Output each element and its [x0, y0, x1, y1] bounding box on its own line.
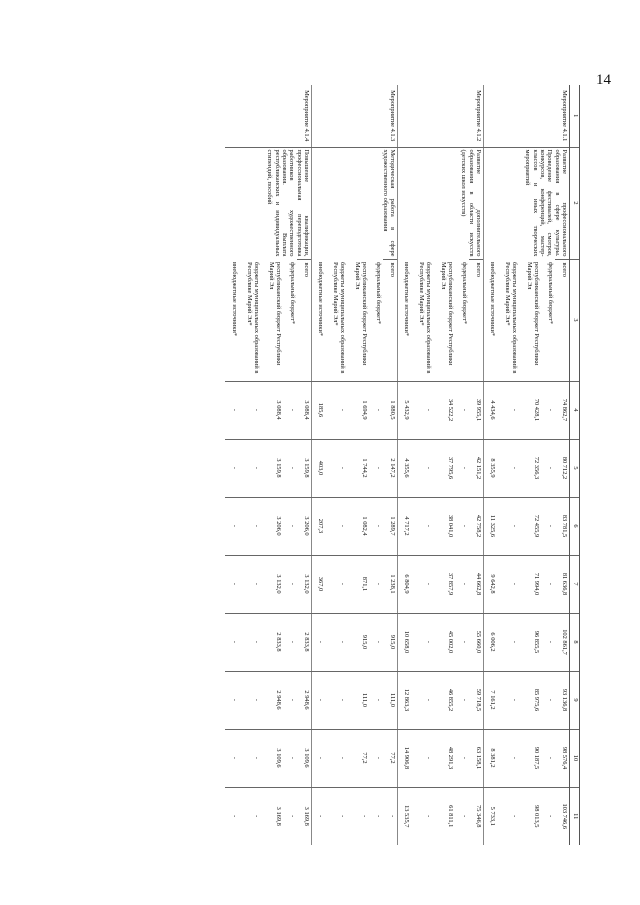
amount-cell: - — [326, 439, 348, 497]
amount-cell: 2 833,8 — [298, 613, 312, 671]
amount-cell: - — [326, 381, 348, 439]
amount-cell: 93 136,8 — [556, 671, 570, 729]
amount-cell: 2 948,6 — [298, 671, 312, 729]
amount-cell: 5 432,9 — [398, 381, 412, 439]
funding-source: внебюджетные источники* — [317, 262, 325, 337]
funding-source: бюджеты муниципальных образований в Республике Марий Эл* — [332, 262, 347, 374]
column-header: 2 — [570, 147, 580, 259]
amount-cell: 63 158,1 — [470, 729, 484, 787]
funding-source: всего — [298, 259, 312, 381]
amount-cell: 37 795,6 — [434, 439, 456, 497]
amount-cell: - — [498, 497, 520, 555]
amount-cell: 1 238,1 — [384, 555, 398, 613]
amount-cell: 70 428,1 — [520, 381, 542, 439]
amount-cell: 102 861,7 — [556, 613, 570, 671]
amount-cell: 42 151,2 — [470, 439, 484, 497]
amount-cell: 6 006,2 — [484, 613, 498, 671]
amount-cell: - — [226, 787, 240, 845]
amount-cell: 8 355,9 — [484, 439, 498, 497]
amount-cell: 1 744,2 — [348, 439, 370, 497]
table-row — [556, 85, 570, 845]
amount-cell: 38 041,0 — [434, 497, 456, 555]
amount-cell: 103 746,6 — [556, 787, 570, 845]
amount-cell: 3 132,0 — [262, 555, 284, 613]
amount-cell: 10 658,0 — [398, 613, 412, 671]
amount-cell: - — [326, 671, 348, 729]
funding-source: внебюджетные источники* — [231, 262, 239, 337]
amount-cell: - — [226, 671, 240, 729]
amount-cell: 4 355,6 — [398, 439, 412, 497]
amount-cell: - — [240, 439, 262, 497]
funding-source: бюджеты муниципальных образований в Республике Марий Эл* — [418, 262, 433, 374]
amount-cell: - — [412, 439, 434, 497]
amount-cell: 39 955,1 — [470, 381, 484, 439]
funding-source: федеральный бюджет* — [461, 262, 469, 325]
amount-cell: 77,2 — [384, 729, 398, 787]
amount-cell: 3 159,8 — [262, 439, 284, 497]
amount-cell: 4 434,6 — [484, 381, 498, 439]
column-header: 10 — [570, 729, 580, 787]
amount-cell: - — [240, 671, 262, 729]
amount-cell: 871,1 — [348, 555, 370, 613]
measure-name: Развитие профессионального образования в сфере культуры. Проведение фестивалей, смотров, конкурсов, конференций, мастер-классов и иных творческих мероприятий — [484, 147, 570, 259]
column-header: 3 — [570, 259, 580, 381]
amount-cell: 1 289,7 — [384, 497, 398, 555]
amount-cell: - — [284, 787, 298, 845]
amount-cell: 3 206,0 — [262, 497, 284, 555]
column-header: 5 — [570, 439, 580, 497]
amount-cell: 37 857,9 — [434, 555, 456, 613]
amount-cell: - — [240, 729, 262, 787]
table-header — [570, 85, 580, 845]
amount-cell: 1 880,5 — [384, 381, 398, 439]
amount-cell: 75 346,8 — [470, 787, 484, 845]
amount-cell: 3 159,8 — [298, 439, 312, 497]
amount-cell: - — [370, 671, 384, 729]
page-number: 14 — [596, 72, 611, 88]
amount-cell: - — [456, 729, 470, 787]
amount-cell: - — [412, 729, 434, 787]
amount-cell: 3 088,4 — [262, 381, 284, 439]
funding-source: федеральный бюджет* — [547, 262, 555, 325]
funding-source: внебюджетные источники* — [403, 262, 411, 337]
funding-source: всего — [556, 259, 570, 381]
amount-cell: 207,3 — [312, 497, 326, 555]
amount-cell: 6 804,9 — [398, 555, 412, 613]
column-header: 11 — [570, 787, 580, 845]
funding-source: всего — [470, 259, 484, 381]
amount-cell: 915,0 — [348, 613, 370, 671]
amount-cell: 3 088,4 — [298, 381, 312, 439]
amount-cell: 3 132,0 — [298, 555, 312, 613]
rotated-table-sheet — [114, 85, 580, 845]
amount-cell: 403,0 — [312, 439, 326, 497]
funding-source: республиканский бюджет Республики Марий Эл — [526, 262, 541, 366]
amount-cell: - — [226, 439, 240, 497]
funding-source: бюджеты муниципальных образований в Республике Марий Эл* — [504, 262, 519, 374]
amount-cell: - — [456, 439, 470, 497]
amount-cell: 1 082,4 — [348, 497, 370, 555]
amount-cell: 2 833,8 — [262, 613, 284, 671]
amount-cell: - — [542, 555, 556, 613]
amount-cell: 3 169,8 — [298, 787, 312, 845]
amount-cell: - — [384, 787, 398, 845]
amount-cell: 1 694,9 — [348, 381, 370, 439]
amount-cell: - — [498, 613, 520, 671]
amount-cell: - — [456, 555, 470, 613]
amount-cell: - — [456, 671, 470, 729]
amount-cell: 71 994,0 — [520, 555, 542, 613]
table-row — [470, 85, 484, 845]
amount-cell: 9 642,8 — [484, 555, 498, 613]
amount-cell: - — [284, 439, 298, 497]
amount-cell: - — [240, 787, 262, 845]
amount-cell: - — [498, 787, 520, 845]
column-header: 6 — [570, 497, 580, 555]
amount-cell: 77,2 — [348, 729, 370, 787]
funding-source: республиканский бюджет Республики Марий Эл — [440, 262, 455, 366]
table-body — [226, 85, 570, 845]
column-header: 9 — [570, 671, 580, 729]
amount-cell: 12 863,3 — [398, 671, 412, 729]
amount-cell: 55 660,0 — [470, 613, 484, 671]
amount-cell: - — [240, 613, 262, 671]
amount-cell: 8 381,2 — [484, 729, 498, 787]
funding-source: внебюджетные источники* — [489, 262, 497, 337]
amount-cell: 5 733,1 — [484, 787, 498, 845]
amount-cell: 85 975,6 — [520, 671, 542, 729]
amount-cell: 72 356,3 — [520, 439, 542, 497]
amount-cell: - — [370, 497, 384, 555]
amount-cell: 3 169,8 — [262, 787, 284, 845]
amount-cell: - — [370, 555, 384, 613]
amount-cell: - — [498, 671, 520, 729]
amount-cell: - — [412, 555, 434, 613]
amount-cell: - — [370, 439, 384, 497]
column-header: 1 — [570, 85, 580, 147]
amount-cell: 111,0 — [348, 671, 370, 729]
amount-cell: 13 535,7 — [398, 787, 412, 845]
amount-cell: - — [456, 381, 470, 439]
table-row — [384, 85, 398, 845]
amount-cell: 915,0 — [384, 613, 398, 671]
funding-table — [226, 85, 581, 845]
funding-source: республиканский бюджет Республики Марий Эл — [354, 262, 369, 366]
amount-cell: 3 206,0 — [298, 497, 312, 555]
amount-cell: 45 002,0 — [434, 613, 456, 671]
amount-cell: 98 576,4 — [556, 729, 570, 787]
amount-cell: - — [542, 439, 556, 497]
amount-cell: 59 718,5 — [470, 671, 484, 729]
amount-cell: - — [456, 613, 470, 671]
amount-cell: - — [456, 497, 470, 555]
amount-cell: - — [312, 671, 326, 729]
amount-cell: - — [412, 671, 434, 729]
amount-cell: - — [312, 787, 326, 845]
measure-code: Мероприятие 4.1.4 — [226, 85, 312, 147]
amount-cell: 111,0 — [384, 671, 398, 729]
column-header: 4 — [570, 381, 580, 439]
amount-cell: - — [284, 555, 298, 613]
amount-cell: - — [498, 439, 520, 497]
amount-cell: - — [240, 497, 262, 555]
amount-cell: - — [412, 787, 434, 845]
amount-cell: - — [312, 729, 326, 787]
amount-cell: - — [370, 613, 384, 671]
amount-cell: - — [312, 613, 326, 671]
amount-cell: - — [542, 381, 556, 439]
amount-cell: 44 662,8 — [470, 555, 484, 613]
amount-cell: - — [412, 613, 434, 671]
amount-cell: - — [226, 613, 240, 671]
amount-cell: - — [326, 729, 348, 787]
amount-cell: 46 855,2 — [434, 671, 456, 729]
amount-cell: - — [284, 613, 298, 671]
measure-code: Мероприятие 4.1.1 — [484, 85, 570, 147]
amount-cell: - — [226, 729, 240, 787]
amount-cell: 61 811,1 — [434, 787, 456, 845]
amount-cell: 74 862,7 — [556, 381, 570, 439]
amount-cell: 11 325,6 — [484, 497, 498, 555]
amount-cell: 185,6 — [312, 381, 326, 439]
column-header: 8 — [570, 613, 580, 671]
measure-code: Мероприятие 4.1.3 — [312, 85, 398, 147]
amount-cell: - — [456, 787, 470, 845]
amount-cell: 90 187,5 — [520, 729, 542, 787]
amount-cell: 3 109,6 — [298, 729, 312, 787]
amount-cell: - — [326, 787, 348, 845]
funding-source: бюджеты муниципальных образований в Республике Марий Эл* — [246, 262, 261, 374]
funding-source: федеральный бюджет* — [375, 262, 383, 325]
amount-cell: - — [498, 555, 520, 613]
amount-cell: - — [498, 381, 520, 439]
amount-cell: - — [284, 497, 298, 555]
funding-source: республиканский бюджет Республики Марий Эл — [268, 262, 283, 366]
amount-cell: 83 781,5 — [556, 497, 570, 555]
amount-cell: - — [542, 497, 556, 555]
amount-cell: 98 013,5 — [520, 787, 542, 845]
amount-cell: - — [226, 381, 240, 439]
amount-cell: - — [412, 497, 434, 555]
amount-cell: - — [542, 671, 556, 729]
amount-cell: - — [284, 671, 298, 729]
funding-source: федеральный бюджет* — [289, 262, 297, 325]
amount-cell: 367,0 — [312, 555, 326, 613]
amount-cell: - — [284, 729, 298, 787]
measure-name: Развитие дополнительного образования в области искусств (детских школ искусств) — [398, 147, 484, 259]
amount-cell: - — [542, 729, 556, 787]
amount-cell: 72 455,9 — [520, 497, 542, 555]
amount-cell: - — [326, 613, 348, 671]
amount-cell: - — [370, 787, 384, 845]
amount-cell: - — [370, 381, 384, 439]
amount-cell: - — [542, 787, 556, 845]
amount-cell: - — [326, 555, 348, 613]
amount-cell: 2 948,6 — [262, 671, 284, 729]
table-row — [298, 85, 312, 845]
amount-cell: 7 161,2 — [484, 671, 498, 729]
measure-name: Методическая работа в сфере художественного образования — [312, 147, 398, 259]
amount-cell: - — [284, 381, 298, 439]
amount-cell: - — [498, 729, 520, 787]
amount-cell: - — [240, 555, 262, 613]
amount-cell: 48 291,3 — [434, 729, 456, 787]
amount-cell: - — [240, 381, 262, 439]
amount-cell: 2 147,2 — [384, 439, 398, 497]
amount-cell: 96 855,5 — [520, 613, 542, 671]
amount-cell: - — [226, 497, 240, 555]
amount-cell: 42 758,2 — [470, 497, 484, 555]
amount-cell: 80 712,2 — [556, 439, 570, 497]
amount-cell: - — [370, 729, 384, 787]
amount-cell: 34 522,2 — [434, 381, 456, 439]
amount-cell: 3 109,6 — [262, 729, 284, 787]
amount-cell: - — [326, 497, 348, 555]
measure-code: Мероприятие 4.1.2 — [398, 85, 484, 147]
amount-cell: - — [348, 787, 370, 845]
measure-name: Повышение квалификации, профессиональная переподготовка работников художественного образования. Выплата республиканских и индивидуальных стипендий, пособий — [226, 147, 312, 259]
column-header: 7 — [570, 555, 580, 613]
amount-cell: - — [542, 613, 556, 671]
amount-cell: - — [412, 381, 434, 439]
amount-cell: 4 717,2 — [398, 497, 412, 555]
amount-cell: 81 636,8 — [556, 555, 570, 613]
amount-cell: - — [226, 555, 240, 613]
funding-source: всего — [384, 259, 398, 381]
amount-cell: 14 906,8 — [398, 729, 412, 787]
